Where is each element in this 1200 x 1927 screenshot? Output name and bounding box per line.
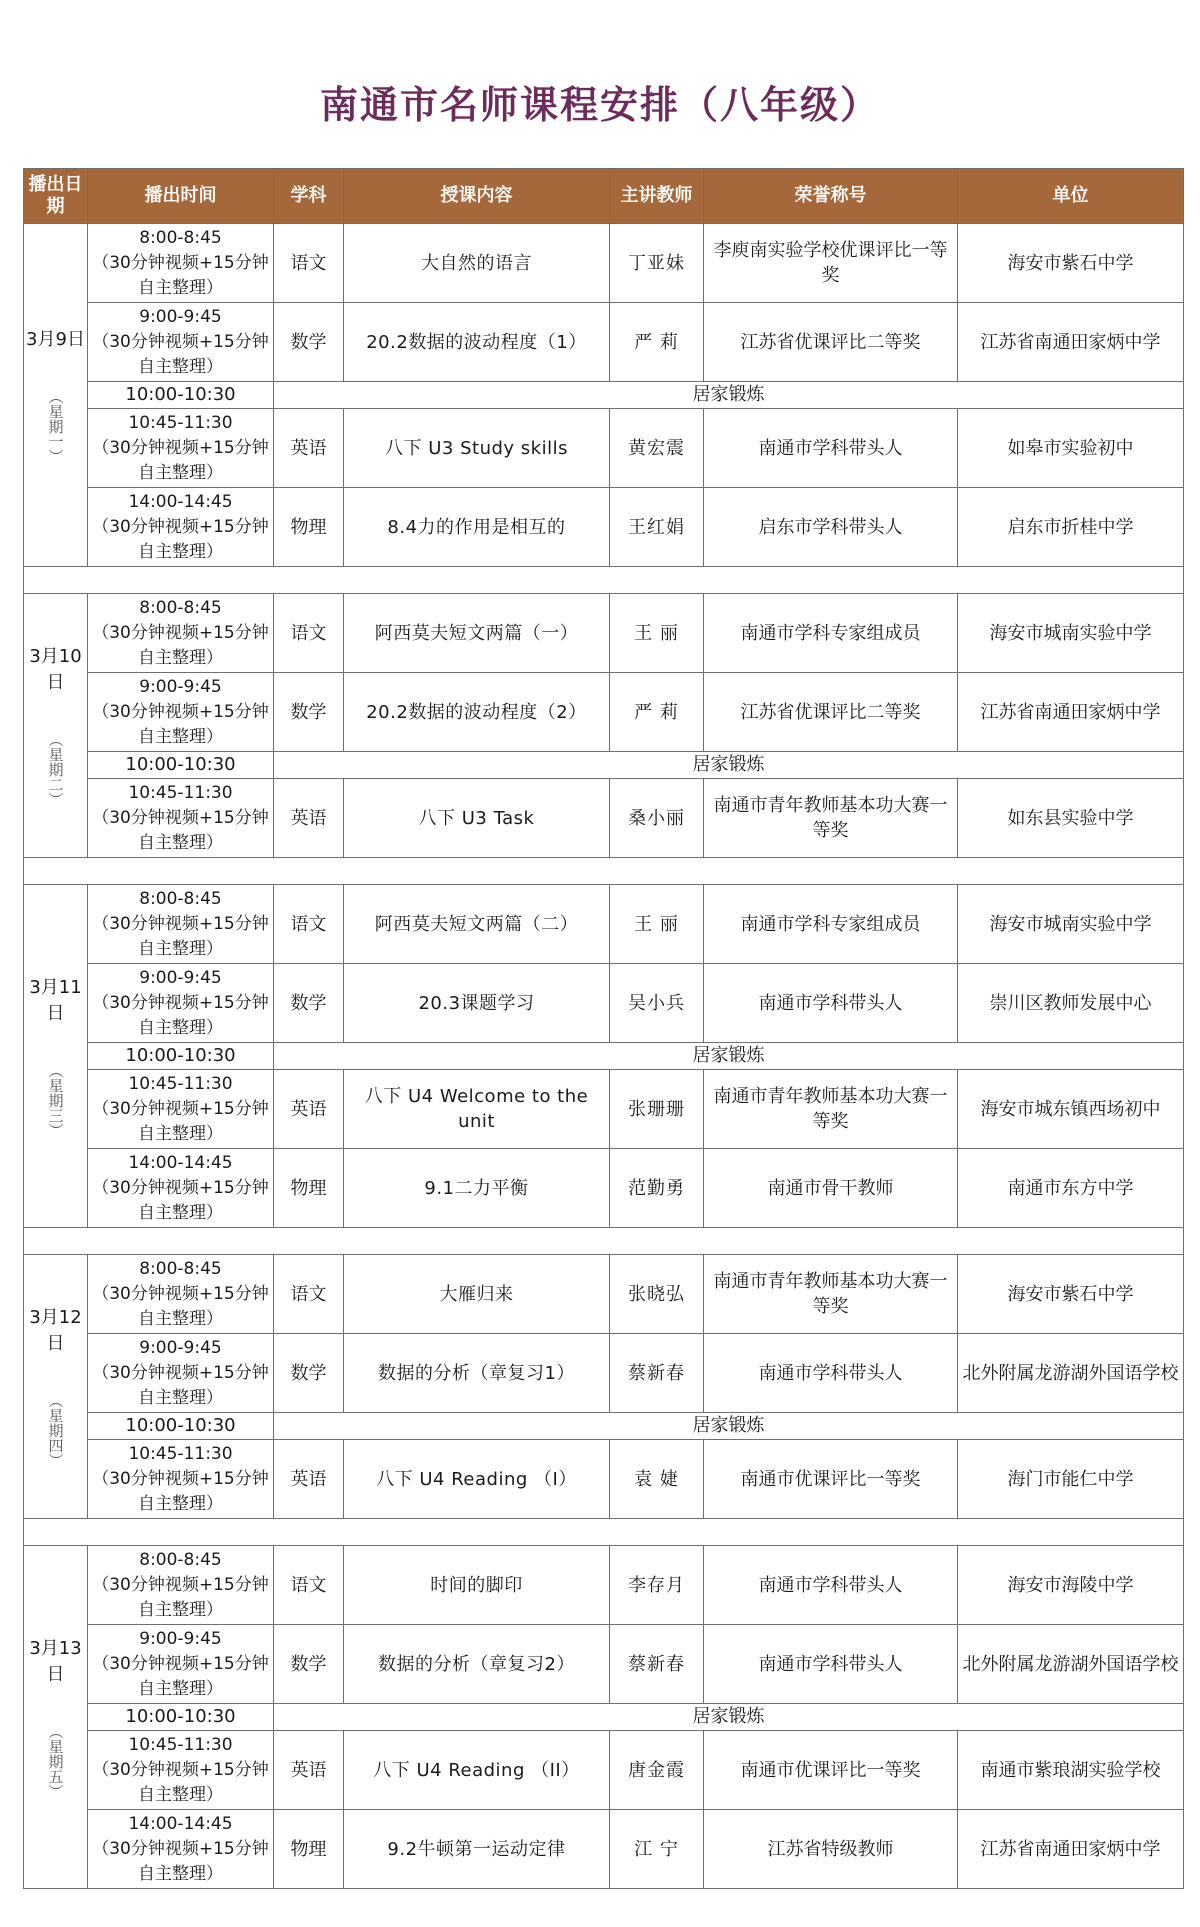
honor-cell: 南通市青年教师基本功大赛一等奖 — [704, 1070, 958, 1149]
schedule-body — [24, 224, 1184, 1889]
unit-cell: 崇川区教师发展中心 — [958, 964, 1184, 1043]
time-label: 8:00-8:45 （30分钟视频+15分钟自主整理） — [92, 1549, 269, 1620]
header-time: 播出时间 — [88, 169, 274, 224]
content-cell: 八下 U3 Study skills — [344, 409, 610, 488]
unit-cell: 如皋市实验初中 — [958, 409, 1184, 488]
weekday-label: （星期五） — [46, 1723, 65, 1799]
break-label: 居家锻炼 — [274, 1704, 1184, 1731]
content-cell: 时间的脚印 — [344, 1546, 610, 1625]
honor-cell: 江苏省特级教师 — [704, 1810, 958, 1889]
subject-cell: 英语 — [274, 779, 344, 858]
date-cell — [24, 1255, 88, 1519]
separator-cell — [24, 858, 1184, 885]
teacher-cell: 严 莉 — [610, 673, 704, 752]
header-teacher: 主讲教师 — [610, 169, 704, 224]
time-cell — [88, 1070, 274, 1149]
weekday-label: （星期一） — [46, 388, 65, 464]
unit-cell: 江苏省南通田家炳中学 — [958, 303, 1184, 382]
teacher-cell: 唐金霞 — [610, 1731, 704, 1810]
content-cell: 八下 U4 Reading （II） — [344, 1731, 610, 1810]
time-label: 10:00-10:30 — [125, 754, 236, 775]
subject-cell: 物理 — [274, 1149, 344, 1228]
weekday-label: （星期二） — [46, 732, 65, 807]
unit-cell: 海安市紫石中学 — [958, 1255, 1184, 1334]
break-label: 居家锻炼 — [274, 382, 1184, 409]
subject-cell: 语文 — [274, 1255, 344, 1334]
unit-cell: 如东县实验中学 — [958, 779, 1184, 858]
date-cell — [24, 885, 88, 1228]
time-label: 8:00-8:45 （30分钟视频+15分钟自主整理） — [92, 227, 269, 298]
teacher-cell: 丁亚妹 — [610, 224, 704, 303]
honor-cell: 江苏省优课评比二等奖 — [704, 303, 958, 382]
time-label: 9:00-9:45 （30分钟视频+15分钟自主整理） — [92, 1337, 269, 1408]
teacher-cell: 王红娟 — [610, 488, 704, 567]
lesson-row — [24, 779, 1184, 858]
honor-cell: 南通市骨干教师 — [704, 1149, 958, 1228]
honor-cell: 南通市学科带头人 — [704, 409, 958, 488]
time-cell — [88, 594, 274, 673]
time-label: 10:45-11:30 （30分钟视频+15分钟自主整理） — [92, 1443, 269, 1514]
day-separator — [24, 567, 1184, 594]
time-cell — [88, 488, 274, 567]
honor-cell: 南通市优课评比一等奖 — [704, 1440, 958, 1519]
teacher-cell: 王 丽 — [610, 885, 704, 964]
lesson-row — [24, 1070, 1184, 1149]
lesson-row — [24, 1810, 1184, 1889]
lesson-row — [24, 224, 1184, 303]
time-label: 9:00-9:45 （30分钟视频+15分钟自主整理） — [92, 306, 269, 377]
lesson-row — [24, 1440, 1184, 1519]
content-cell: 八下 U4 Reading （I） — [344, 1440, 610, 1519]
time-cell — [88, 303, 274, 382]
header-content: 授课内容 — [344, 169, 610, 224]
content-cell: 大雁归来 — [344, 1255, 610, 1334]
unit-cell: 南通市东方中学 — [958, 1149, 1184, 1228]
subject-cell: 语文 — [274, 224, 344, 303]
date-cell — [24, 594, 88, 858]
unit-cell: 江苏省南通田家炳中学 — [958, 1810, 1184, 1889]
honor-cell: 南通市学科专家组成员 — [704, 594, 958, 673]
separator-cell — [24, 567, 1184, 594]
date-label: 3月13日 — [29, 1637, 82, 1685]
time-label: 14:00-14:45 （30分钟视频+15分钟自主整理） — [92, 491, 269, 562]
unit-cell: 江苏省南通田家炳中学 — [958, 673, 1184, 752]
teacher-cell: 桑小丽 — [610, 779, 704, 858]
honor-cell: 江苏省优课评比二等奖 — [704, 673, 958, 752]
honor-cell: 南通市学科带头人 — [704, 964, 958, 1043]
teacher-cell: 张珊珊 — [610, 1070, 704, 1149]
time-cell — [88, 752, 274, 779]
day-separator — [24, 858, 1184, 885]
honor-cell: 南通市学科带头人 — [704, 1625, 958, 1704]
content-cell: 9.2牛顿第一运动定律 — [344, 1810, 610, 1889]
unit-cell: 海安市城东镇西场初中 — [958, 1070, 1184, 1149]
subject-cell: 语文 — [274, 1546, 344, 1625]
honor-cell: 南通市学科专家组成员 — [704, 885, 958, 964]
unit-cell: 海安市海陵中学 — [958, 1546, 1184, 1625]
time-cell — [88, 1625, 274, 1704]
lesson-row — [24, 303, 1184, 382]
teacher-cell: 江 宁 — [610, 1810, 704, 1889]
break-row — [24, 1413, 1184, 1440]
subject-cell: 语文 — [274, 885, 344, 964]
lesson-row — [24, 1625, 1184, 1704]
break-label: 居家锻炼 — [274, 752, 1184, 779]
teacher-cell: 蔡新春 — [610, 1625, 704, 1704]
subject-cell: 英语 — [274, 1070, 344, 1149]
time-label: 10:45-11:30 （30分钟视频+15分钟自主整理） — [92, 412, 269, 483]
time-cell — [88, 224, 274, 303]
content-cell: 20.2数据的波动程度（2） — [344, 673, 610, 752]
content-cell: 阿西莫夫短文两篇（一） — [344, 594, 610, 673]
teacher-cell: 蔡新春 — [610, 1334, 704, 1413]
unit-cell: 北外附属龙游湖外国语学校 — [958, 1625, 1184, 1704]
break-row — [24, 1043, 1184, 1070]
lesson-row — [24, 1149, 1184, 1228]
content-cell: 大自然的语言 — [344, 224, 610, 303]
time-label: 14:00-14:45 （30分钟视频+15分钟自主整理） — [92, 1813, 269, 1884]
content-cell: 八下 U3 Task — [344, 779, 610, 858]
unit-cell: 启东市折桂中学 — [958, 488, 1184, 567]
header-honor: 荣誉称号 — [704, 169, 958, 224]
day-separator — [24, 1519, 1184, 1546]
header-unit: 单位 — [958, 169, 1184, 224]
date-label: 3月12日 — [29, 1307, 82, 1354]
subject-cell: 物理 — [274, 1810, 344, 1889]
time-label: 9:00-9:45 （30分钟视频+15分钟自主整理） — [92, 1628, 269, 1699]
subject-cell: 英语 — [274, 1440, 344, 1519]
time-cell — [88, 409, 274, 488]
lesson-row — [24, 1334, 1184, 1413]
time-cell — [88, 779, 274, 858]
content-cell: 八下 U4 Welcome to the unit — [344, 1070, 610, 1149]
honor-cell: 南通市学科带头人 — [704, 1546, 958, 1625]
subject-cell: 物理 — [274, 488, 344, 567]
time-label: 10:45-11:30 （30分钟视频+15分钟自主整理） — [92, 1734, 269, 1805]
date-label: 3月10日 — [29, 646, 82, 693]
time-cell — [88, 1731, 274, 1810]
honor-cell: 南通市青年教师基本功大赛一等奖 — [704, 1255, 958, 1334]
subject-cell: 数学 — [274, 1625, 344, 1704]
date-label: 3月9日 — [26, 328, 85, 350]
time-label: 8:00-8:45 （30分钟视频+15分钟自主整理） — [92, 888, 269, 959]
content-cell: 20.2数据的波动程度（1） — [344, 303, 610, 382]
time-label: 9:00-9:45 （30分钟视频+15分钟自主整理） — [92, 967, 269, 1038]
time-cell — [88, 964, 274, 1043]
break-label: 居家锻炼 — [274, 1043, 1184, 1070]
honor-cell: 南通市学科带头人 — [704, 1334, 958, 1413]
lesson-row — [24, 885, 1184, 964]
lesson-row — [24, 1255, 1184, 1334]
time-label: 10:00-10:30 — [125, 1706, 236, 1727]
time-label: 10:45-11:30 （30分钟视频+15分钟自主整理） — [92, 1073, 269, 1144]
teacher-cell: 范勤勇 — [610, 1149, 704, 1228]
lesson-row — [24, 409, 1184, 488]
break-row — [24, 752, 1184, 779]
subject-cell: 英语 — [274, 409, 344, 488]
honor-cell: 南通市优课评比一等奖 — [704, 1731, 958, 1810]
unit-cell: 海安市城南实验中学 — [958, 594, 1184, 673]
teacher-cell: 王 丽 — [610, 594, 704, 673]
teacher-cell: 黄宏震 — [610, 409, 704, 488]
unit-cell: 南通市紫琅湖实验学校 — [958, 1731, 1184, 1810]
date-cell — [24, 224, 88, 567]
lesson-row — [24, 594, 1184, 673]
header-row — [24, 169, 1184, 224]
honor-cell: 启东市学科带头人 — [704, 488, 958, 567]
subject-cell: 数学 — [274, 673, 344, 752]
break-row — [24, 382, 1184, 409]
time-label: 8:00-8:45 （30分钟视频+15分钟自主整理） — [92, 597, 269, 668]
time-cell — [88, 1255, 274, 1334]
time-cell — [88, 673, 274, 752]
content-cell: 数据的分析（章复习2） — [344, 1625, 610, 1704]
content-cell: 阿西莫夫短文两篇（二） — [344, 885, 610, 964]
content-cell: 数据的分析（章复习1） — [344, 1334, 610, 1413]
subject-cell: 数学 — [274, 964, 344, 1043]
time-label: 9:00-9:45 （30分钟视频+15分钟自主整理） — [92, 676, 269, 747]
time-cell — [88, 1704, 274, 1731]
time-cell — [88, 1440, 274, 1519]
break-row — [24, 1704, 1184, 1731]
honor-cell: 南通市青年教师基本功大赛一等奖 — [704, 779, 958, 858]
subject-cell: 语文 — [274, 594, 344, 673]
header-subject: 学科 — [274, 169, 344, 224]
subject-cell: 数学 — [274, 1334, 344, 1413]
teacher-cell: 吴小兵 — [610, 964, 704, 1043]
lesson-row — [24, 488, 1184, 567]
time-label: 10:00-10:30 — [125, 1415, 236, 1436]
teacher-cell: 李存月 — [610, 1546, 704, 1625]
day-separator — [24, 1228, 1184, 1255]
header-date: 播出日期 — [24, 169, 88, 224]
teacher-cell: 张晓弘 — [610, 1255, 704, 1334]
teacher-cell: 袁 婕 — [610, 1440, 704, 1519]
time-cell — [88, 1149, 274, 1228]
time-cell — [88, 1043, 274, 1070]
time-label: 14:00-14:45 （30分钟视频+15分钟自主整理） — [92, 1152, 269, 1223]
schedule-table — [23, 168, 1184, 1889]
separator-cell — [24, 1228, 1184, 1255]
time-cell — [88, 382, 274, 409]
break-label: 居家锻炼 — [274, 1413, 1184, 1440]
date-cell — [24, 1546, 88, 1889]
unit-cell: 北外附属龙游湖外国语学校 — [958, 1334, 1184, 1413]
page-title: 南通市名师课程安排（八年级） — [319, 82, 880, 127]
weekday-label: （星期三） — [46, 1062, 65, 1138]
subject-cell: 数学 — [274, 303, 344, 382]
lesson-row — [24, 673, 1184, 752]
time-cell — [88, 1413, 274, 1440]
content-cell: 20.3课题学习 — [344, 964, 610, 1043]
lesson-row — [24, 964, 1184, 1043]
time-cell — [88, 885, 274, 964]
unit-cell: 海安市城南实验中学 — [958, 885, 1184, 964]
lesson-row — [24, 1731, 1184, 1810]
content-cell: 9.1二力平衡 — [344, 1149, 610, 1228]
lesson-row — [24, 1546, 1184, 1625]
time-label: 8:00-8:45 （30分钟视频+15分钟自主整理） — [92, 1258, 269, 1329]
content-cell: 8.4力的作用是相互的 — [344, 488, 610, 567]
time-label: 10:45-11:30 （30分钟视频+15分钟自主整理） — [92, 782, 269, 853]
unit-cell: 海门市能仁中学 — [958, 1440, 1184, 1519]
unit-cell: 海安市紫石中学 — [958, 224, 1184, 303]
time-label: 10:00-10:30 — [125, 384, 236, 405]
subject-cell: 英语 — [274, 1731, 344, 1810]
honor-cell: 李庾南实验学校优课评比一等奖 — [704, 224, 958, 303]
weekday-label: （星期四） — [46, 1393, 65, 1468]
time-cell — [88, 1334, 274, 1413]
time-cell — [88, 1810, 274, 1889]
time-label: 10:00-10:30 — [125, 1045, 236, 1066]
teacher-cell: 严 莉 — [610, 303, 704, 382]
separator-cell — [24, 1519, 1184, 1546]
date-label: 3月11日 — [29, 976, 82, 1024]
time-cell — [88, 1546, 274, 1625]
